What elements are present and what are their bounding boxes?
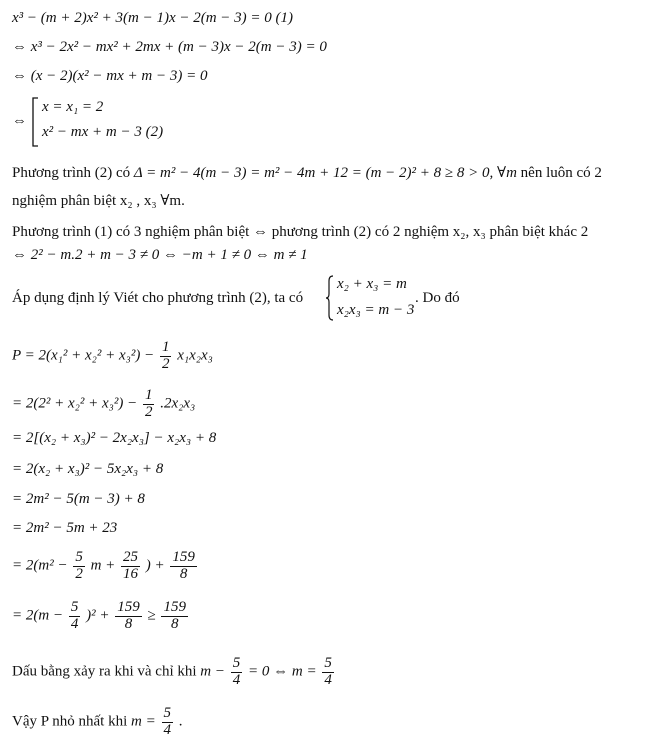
fraction-denominator: 16 bbox=[123, 565, 139, 582]
fraction-five-quarters-4 bbox=[162, 706, 174, 739]
p-step-2 bbox=[12, 388, 195, 421]
fraction-one-half-2 bbox=[143, 388, 155, 421]
discriminant-expression: Δ = m² − 4(m − 3) = m² − 4m + 12 = (m − 2)² + 8 ≥ 8 > 0, ∀m bbox=[133, 165, 517, 181]
fraction-five-quarters bbox=[69, 600, 81, 633]
viet-sum: x₂ + x₃ = m bbox=[337, 276, 407, 292]
p-step-7-c: ) + bbox=[145, 557, 165, 574]
p-step-8-c: ≥ bbox=[147, 607, 156, 624]
fraction-denominator: 2 bbox=[75, 565, 83, 582]
equality-expr-b: = 0 ⇔ m = bbox=[248, 663, 317, 680]
fraction-numerator: 25 bbox=[123, 549, 139, 565]
p-step-7-b: m + bbox=[90, 557, 116, 574]
fraction-five-quarters-2 bbox=[231, 656, 243, 689]
conclusion bbox=[12, 706, 183, 739]
square-bracket-icon bbox=[30, 97, 40, 147]
system-line-1: x = x₁ = 2 bbox=[42, 99, 104, 115]
p-step-7 bbox=[12, 550, 199, 583]
viet-intro: Áp dụng định lý Viét cho phương trình (2), ta có bbox=[12, 290, 304, 306]
fraction-denominator: 4 bbox=[232, 671, 241, 688]
curly-brace-icon bbox=[325, 275, 335, 321]
fraction-159-8-b bbox=[161, 600, 188, 633]
text-discriminant bbox=[12, 165, 602, 182]
equality-text: Dấu bằng xảy ra khi và chỉ khi bbox=[12, 663, 197, 680]
p-step-5: = 2m² − 5(m − 3) + 8 bbox=[12, 491, 145, 507]
fraction-denominator: 4 bbox=[70, 615, 79, 632]
fraction-numerator: 159 bbox=[117, 599, 140, 615]
fraction-denominator: 8 bbox=[124, 615, 133, 632]
fraction-five-quarters-3 bbox=[322, 656, 334, 689]
p-step-8-a: = 2(m − bbox=[12, 607, 64, 624]
fraction-numerator: 159 bbox=[172, 549, 195, 565]
text-distinct-roots: nghiệm phân biệt x₂ , x₃ ∀m. bbox=[12, 193, 185, 209]
fraction-denominator: 4 bbox=[163, 721, 171, 738]
p-step-1-right: x₁x₂x₃ bbox=[177, 347, 213, 364]
fraction-five-halves bbox=[73, 550, 85, 583]
fraction-numerator: 5 bbox=[232, 655, 241, 671]
equation-1: x³ − (m + 2)x² + 3(m − 1)x − 2(m − 3) = 0 (1) bbox=[12, 10, 294, 26]
p-step-4: = 2(x₂ + x₃)² − 5x₂x₃ + 8 bbox=[12, 461, 164, 477]
conclusion-expr: m = bbox=[131, 713, 156, 730]
viet-product: x₂x₃ = m − 3 bbox=[337, 302, 415, 318]
equality-condition bbox=[12, 656, 336, 689]
conclusion-period: . bbox=[178, 713, 183, 730]
fraction-numerator: 1 bbox=[144, 387, 153, 403]
p-step-2-right: .2x₂x₃ bbox=[160, 395, 196, 412]
system-line-2: x² − mx + m − 3 (2) bbox=[42, 124, 164, 140]
p-step-2-left: = 2(2² + x₂² + x₃²) − bbox=[12, 395, 138, 412]
fraction-denominator: 2 bbox=[144, 403, 153, 420]
p-step-1-left: P = 2(x₁² + x₂² + x₃²) − bbox=[12, 347, 155, 364]
equality-expr-a: m − bbox=[200, 663, 225, 680]
p-step-3: = 2[(x₂ + x₃)² − 2x₂x₃] − x₂x₃ + 8 bbox=[12, 430, 217, 446]
fraction-numerator: 159 bbox=[163, 599, 186, 615]
fraction-one-half bbox=[160, 340, 172, 373]
conclusion-text: Vậy P nhỏ nhất khi bbox=[12, 713, 128, 730]
text-discriminant-intro: Phương trình (2) có bbox=[12, 165, 131, 181]
condition-expression: ⇔ 2² − m.2 + m − 3 ≠ 0 ⇔ −m + 1 ≠ 0 ⇔ m ≠ 1 bbox=[12, 247, 308, 263]
text-discriminant-end: nên luôn có 2 bbox=[520, 165, 602, 181]
system-equivalence: ⇔ bbox=[12, 113, 27, 129]
p-step-8-b: )² + bbox=[86, 607, 110, 624]
fraction-denominator: 8 bbox=[179, 565, 188, 582]
fraction-numerator: 5 bbox=[163, 705, 171, 721]
p-step-1 bbox=[12, 340, 213, 373]
p-step-6: = 2m² − 5m + 23 bbox=[12, 520, 118, 536]
fraction-25-16 bbox=[121, 550, 140, 583]
equation-3: ⇔ (x − 2)(x² − mx + m − 3) = 0 bbox=[12, 68, 208, 84]
fraction-denominator: 2 bbox=[161, 355, 170, 372]
fraction-denominator: 4 bbox=[324, 671, 332, 688]
fraction-numerator: 5 bbox=[324, 655, 332, 671]
fraction-numerator: 1 bbox=[161, 339, 170, 355]
viet-therefore: . Do đó bbox=[415, 290, 460, 306]
fraction-numerator: 5 bbox=[70, 599, 79, 615]
text-condition: Phương trình (1) có 3 nghiệm phân biệt ⇔ phương trình (2) có 2 nghiệm x₂, x₃ phân biệt khác 2 bbox=[12, 224, 589, 240]
p-step-8 bbox=[12, 600, 190, 633]
fraction-numerator: 5 bbox=[75, 549, 83, 565]
fraction-159-8 bbox=[170, 550, 197, 583]
equation-2: ⇔ x³ − 2x² − mx² + 2mx + (m − 3)x − 2(m − 3) = 0 bbox=[12, 39, 327, 55]
fraction-denominator: 8 bbox=[170, 615, 179, 632]
p-step-7-a: = 2(m² − bbox=[12, 557, 68, 574]
fraction-159-8-a bbox=[115, 600, 142, 633]
